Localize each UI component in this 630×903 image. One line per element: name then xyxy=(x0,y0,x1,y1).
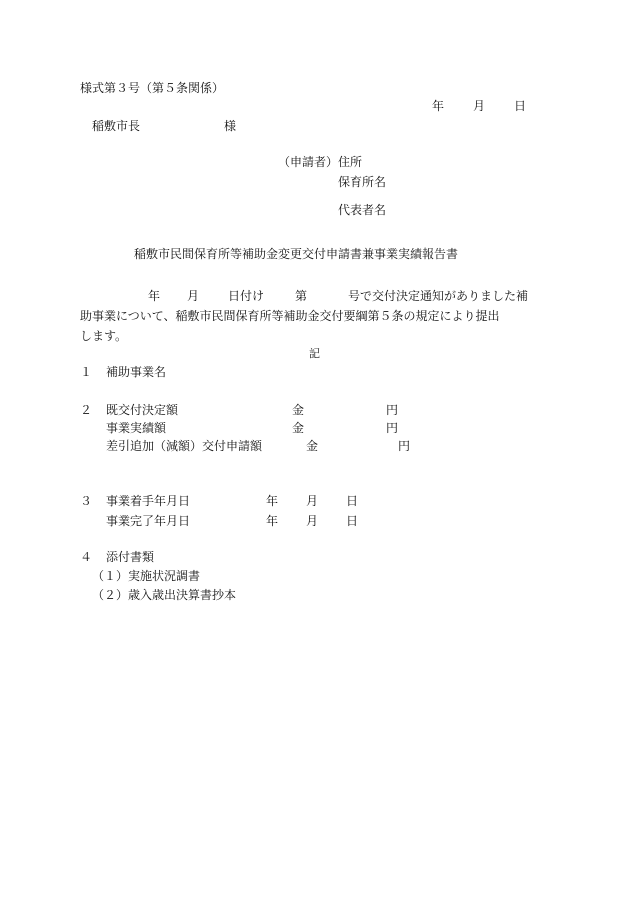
item3-row1-month: 月 xyxy=(306,494,319,508)
item3-row2-label: 事業完了年月日 xyxy=(106,514,191,528)
ki-label: 記 xyxy=(309,347,320,360)
applicant-rep-label: 代表者名 xyxy=(338,203,387,217)
item1-label: 補助事業名 xyxy=(106,365,167,379)
body-paragraph xyxy=(80,286,560,346)
date-year-label: 年 xyxy=(432,99,445,113)
addressee-name: 稲敷市長 xyxy=(92,119,141,133)
document-title: 稲敷市民間保育所等補助金変更交付申請書兼事業実績報告書 xyxy=(134,247,459,261)
item2-row2-label: 事業実績額 xyxy=(106,421,167,435)
item3-row1-label: 事業着手年月日 xyxy=(106,494,191,508)
item2-row3-yen: 円 xyxy=(398,439,411,453)
form-number: 様式第３号（第５条関係） xyxy=(80,81,225,95)
applicant-role: （申請者） xyxy=(278,155,339,169)
item2-row1-yen: 円 xyxy=(386,403,399,417)
body-line-1 xyxy=(80,286,560,306)
item2-row2-yen: 円 xyxy=(386,421,399,435)
item2-row3-label: 差引追加（減額）交付申請額 xyxy=(106,439,263,453)
applicant-address-label: 住所 xyxy=(338,155,363,169)
body-rest: 号で交付決定通知がありました補 xyxy=(348,289,529,303)
item3-row1-day: 日 xyxy=(346,494,359,508)
item4-number: ４ xyxy=(80,550,93,564)
item4-label: 添付書類 xyxy=(106,550,155,564)
item4-sub-2: （２）歳入歳出決算書抄本 xyxy=(92,588,237,602)
item2-row1-kin: 金 xyxy=(292,403,305,417)
item3-row2-year: 年 xyxy=(266,514,279,528)
item2-number: ２ xyxy=(80,403,93,417)
item2-row1-label: 既交付決定額 xyxy=(106,403,179,417)
body-dated: 日付け xyxy=(228,289,265,303)
item2-row3-kin: 金 xyxy=(306,439,319,453)
item1-number: １ xyxy=(80,365,93,379)
item3-row2-day: 日 xyxy=(346,514,359,528)
applicant-facility-label: 保育所名 xyxy=(338,175,387,189)
item3-number: ３ xyxy=(80,494,93,508)
body-dai: 第 xyxy=(295,289,308,303)
body-month: 月 xyxy=(187,289,200,303)
date-month-label: 月 xyxy=(473,99,486,113)
body-year: 年 xyxy=(148,289,161,303)
addressee-honorific: 様 xyxy=(224,119,237,133)
item4-sub-1: （１）実施状況調書 xyxy=(92,569,201,583)
body-line-3: します。 xyxy=(80,329,128,343)
date-day-label: 日 xyxy=(514,99,527,113)
item2-row2-kin: 金 xyxy=(292,421,305,435)
body-line-2: 助事業について、稲敷市民間保育所等補助金交付要綱第５条の規定により提出 xyxy=(80,309,500,323)
item3-row2-month: 月 xyxy=(306,514,319,528)
item3-row1-year: 年 xyxy=(266,494,279,508)
